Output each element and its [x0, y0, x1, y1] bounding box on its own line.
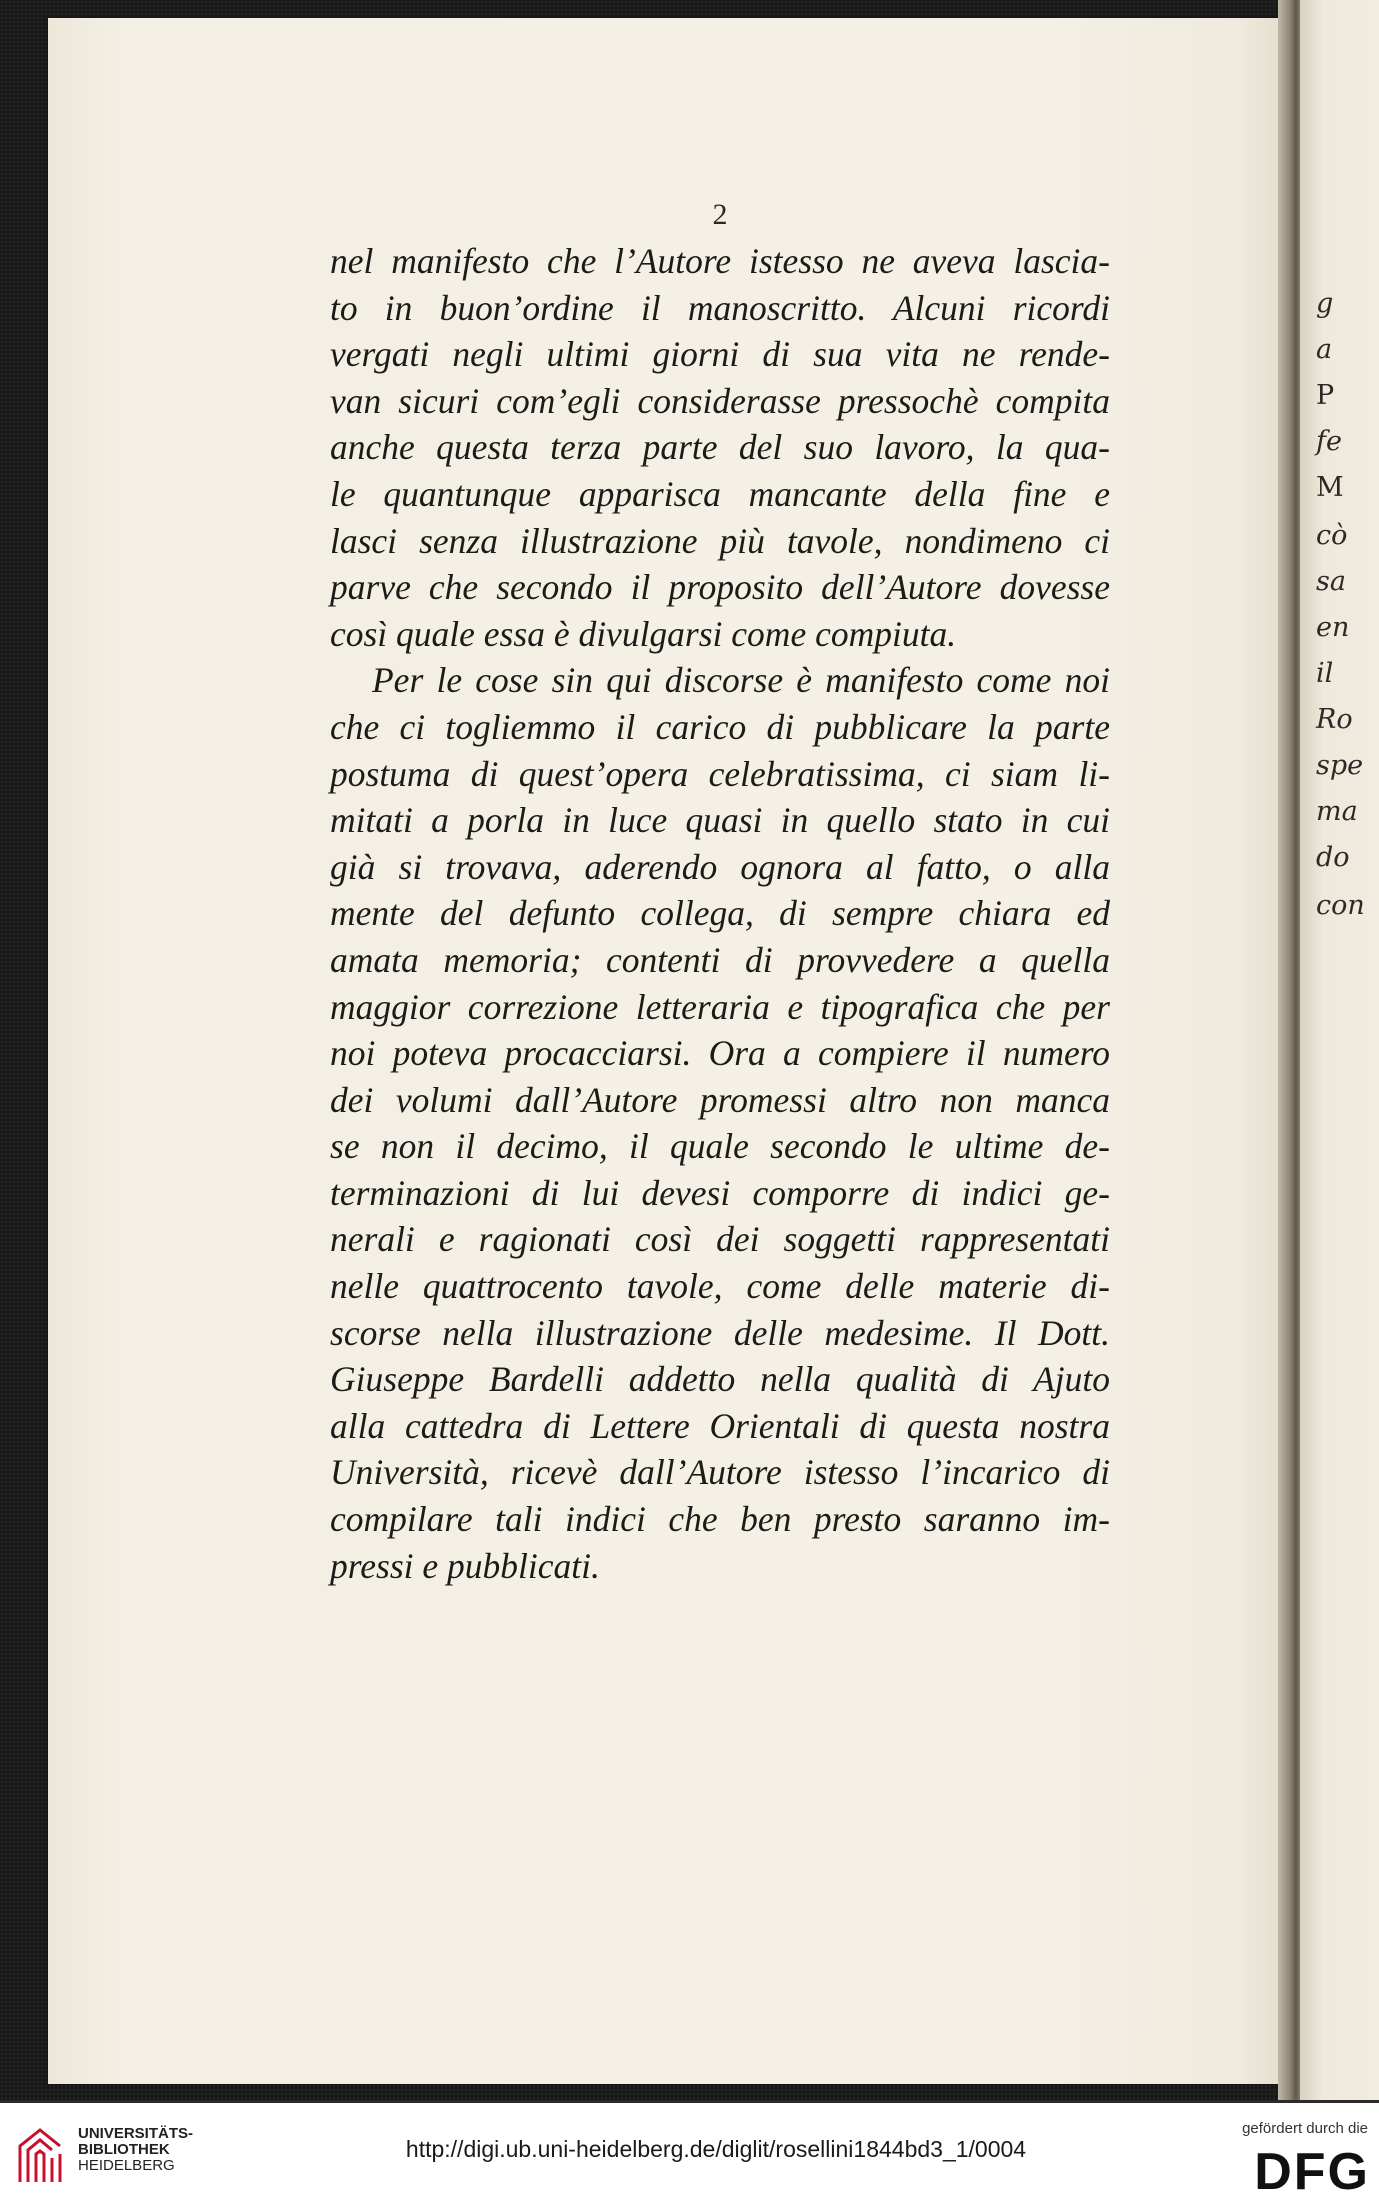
text-line: pressi e pubblicati.	[330, 1545, 600, 1586]
text-line: Per le cose sin qui discorse è manifesto come noi	[372, 660, 1110, 701]
text-line: mente del defunto collega, di sempre chiara ed	[330, 893, 1110, 934]
text-line: maggior correzione letteraria e tipografica che per	[330, 986, 1110, 1027]
adjacent-page-fragment: ma	[1316, 796, 1358, 827]
text-line: to in buon’ordine il manoscritto. Alcuni ricordi	[330, 287, 1110, 328]
text-line: anche questa terza parte del suo lavoro, la qua-	[330, 427, 1110, 468]
permalink-url[interactable]: http://digi.ub.uni-heidelberg.de/diglit/rosellini1844bd3_1/0004	[405, 2136, 1027, 2162]
body-text	[330, 238, 1110, 1589]
text-line: postuma di quest’opera celebratissima, ci siam li-	[330, 753, 1110, 794]
text-line: scorse nella illustrazione delle medesime. Il Dott.	[330, 1312, 1110, 1353]
text-line: dei volumi dall’Autore promessi altro non manca	[330, 1079, 1110, 1120]
text-line: vergati negli ultimi giorni di sua vita ne rende-	[330, 334, 1110, 375]
adjacent-page-fragment: en	[1316, 612, 1350, 643]
adjacent-page-fragment: do	[1316, 842, 1350, 873]
library-name	[78, 2126, 193, 2174]
text-line: nelle quattrocento tavole, come delle materie di-	[330, 1266, 1110, 1307]
adjacent-page-fragment: il	[1316, 658, 1334, 689]
university-library-logo-icon[interactable]	[14, 2124, 68, 2188]
text-line: Università, ricevè dall’Autore istesso l’incarico di	[330, 1452, 1110, 1493]
adjacent-page-fragment: spe	[1316, 750, 1364, 781]
library-name-line: BIBLIOTHEK	[78, 2141, 170, 2158]
adjacent-page-fragment: cò	[1316, 520, 1348, 551]
text-line: nel manifesto che l’Autore istesso ne aveva lascia-	[330, 241, 1110, 281]
adjacent-page-fragment: g	[1316, 288, 1334, 319]
library-name-line: UNIVERSITÄTS-	[78, 2125, 194, 2142]
text-line: van sicuri com’egli considerasse pressochè compita	[330, 380, 1110, 421]
text-line: noi poteva procacciarsi. Ora a compiere il numero	[330, 1033, 1110, 1074]
text-line: terminazioni di lui devesi comporre di indici ge-	[330, 1172, 1110, 1213]
text-line: amata memoria; contenti di provvedere a quella	[330, 939, 1110, 980]
adjacent-page-fragment: Ro	[1316, 704, 1353, 735]
dfg-logo[interactable]: DFG	[1254, 2143, 1370, 2201]
adjacent-page-fragment: sa	[1316, 566, 1346, 597]
text-line: compilare tali indici che ben presto saranno im-	[330, 1499, 1110, 1540]
text-line: le quantunque apparisca mancante della fine e	[330, 473, 1110, 514]
library-name-line: HEIDELBERG	[78, 2157, 175, 2174]
text-line: già si trovava, aderendo ognora al fatto, o alla	[330, 846, 1110, 887]
footer-divider	[0, 2100, 1379, 2103]
funded-by-label: gefördert durch die	[1242, 2120, 1368, 2137]
adjacent-page-fragment: P	[1316, 380, 1335, 411]
text-line: se non il decimo, il quale secondo le ultime de-	[330, 1126, 1110, 1167]
text-line: mitati a porla in luce quasi in quello stato in cui	[330, 800, 1110, 841]
adjacent-page-fragment: M	[1316, 472, 1344, 503]
text-line: lasci senza illustrazione più tavole, nondimeno ci	[330, 520, 1110, 561]
text-line: alla cattedra di Lettere Orientali di questa nostra	[330, 1405, 1110, 1446]
text-line: Giuseppe Bardelli addetto nella qualità di Ajuto	[330, 1359, 1110, 1400]
text-line: nerali e ragionati così dei soggetti rappresentati	[330, 1219, 1110, 1260]
adjacent-page-fragment: con	[1316, 890, 1365, 921]
adjacent-page-fragment: a	[1316, 334, 1333, 365]
text-line: parve che secondo il proposito dell’Autore dovesse	[330, 567, 1110, 608]
text-line: che ci togliemmo il carico di pubblicare la parte	[330, 706, 1110, 747]
adjacent-page-edge	[1300, 0, 1379, 2100]
adjacent-page-fragment: fe	[1316, 426, 1342, 457]
page-number: 2	[712, 198, 728, 231]
text-line: così quale essa è divulgarsi come compiuta.	[330, 613, 957, 654]
